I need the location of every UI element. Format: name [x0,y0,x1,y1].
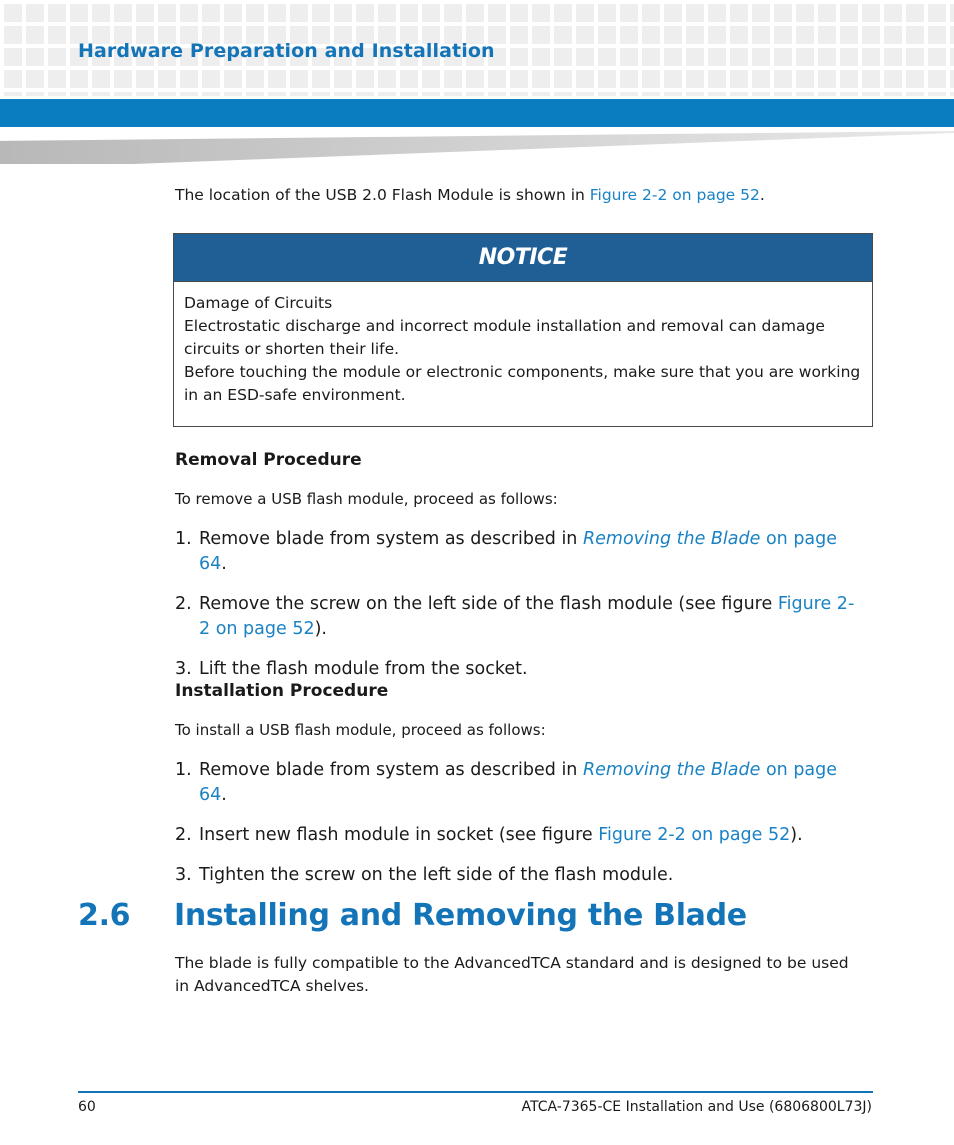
intro-text: The location of the USB 2.0 Flash Module is shown in [175,186,590,204]
section-link[interactable]: Removing the Blade [582,529,761,549]
section-number: 2.6 [78,898,131,933]
notice-label: NOTICE [174,234,872,282]
step-number: 3. [175,659,192,679]
notice-line: Damage of Circuits [184,294,333,312]
section-link[interactable]: Removing the Blade [582,760,761,780]
step-number: 3. [175,865,192,885]
figure-link[interactable]: Figure 2-2 on page 52 [589,186,760,204]
step-text-end: . [221,785,227,805]
step-number: 2. [175,825,192,845]
figure-link[interactable]: Figure 2-2 on page 52 [199,594,855,639]
section-title: Installing and Removing the Blade [174,898,747,933]
step-text: Remove blade from system as described in [199,529,583,549]
removal-steps [175,527,865,682]
page-number: 60 [78,1099,96,1115]
installation-heading: Installation Procedure [175,681,389,701]
intro-text-end: . [759,186,765,204]
header-grey-wedge [0,131,954,164]
removal-intro: To remove a USB flash module, proceed as follows: [175,490,558,508]
step-text-end: ). [314,619,327,639]
list-item [175,592,865,642]
header-blue-bar [0,99,954,127]
page-link[interactable]: on page 64 [199,529,838,574]
document-title: ATCA-7365-CE Installation and Use (6806800L73J) [521,1099,872,1115]
list-item [175,758,865,808]
list-item [175,527,865,577]
notice-line: Electrostatic discharge and incorrect module installation and removal can damage circuits or shorten their life. [184,317,825,358]
installation-steps [175,758,865,888]
notice-body [174,282,872,407]
section-body: The blade is fully compatible to the AdvancedTCA standard and is designed to be used in AdvancedTCA shelves. [175,954,849,995]
chapter-header-title: Hardware Preparation and Installation [78,40,495,62]
step-number: 2. [175,594,192,614]
intro-paragraph [175,184,865,207]
step-text: Remove blade from system as described in [199,760,583,780]
step-text: Insert new flash module in socket (see figure [199,825,599,845]
step-text: Lift the flash module from the socket. [199,659,528,679]
figure-link[interactable]: Figure 2-2 on page 52 [598,825,791,845]
step-number: 1. [175,760,192,780]
notice-line: Before touching the module or electronic components, make sure that you are working in an ESD-safe environment. [184,363,861,404]
step-text: Remove the screw on the left side of the flash module (see figure [199,594,778,614]
installation-intro: To install a USB flash module, proceed as follows: [175,721,546,739]
footer-divider [78,1091,873,1093]
list-item [175,657,865,682]
step-text: Tighten the screw on the left side of the flash module. [199,865,674,885]
notice-box [173,233,873,427]
list-item [175,823,865,848]
step-number: 1. [175,529,192,549]
page-link[interactable]: on page 64 [199,760,838,805]
section-heading [78,898,747,933]
step-text-end: ). [790,825,803,845]
list-item [175,863,865,888]
step-text-end: . [221,554,227,574]
removal-heading: Removal Procedure [175,450,362,470]
